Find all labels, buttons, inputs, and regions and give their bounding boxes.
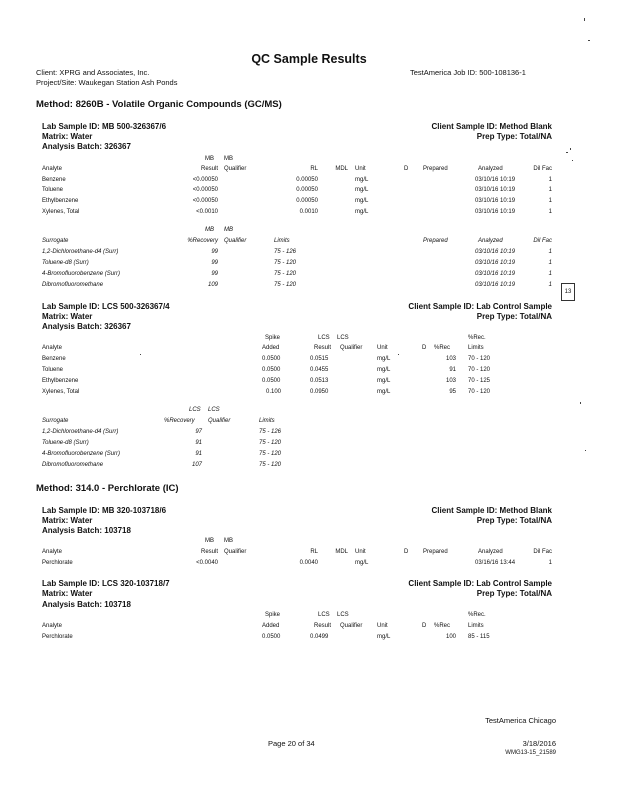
col-mdl: MDL xyxy=(335,166,348,172)
surrogate: Dibromofluoromethane xyxy=(42,282,104,288)
spike-added: 0.100 xyxy=(266,389,282,395)
lcs2-lab-sample-id: Lab Sample ID: LCS 320-103718/7 xyxy=(42,579,170,588)
scan-speck xyxy=(140,354,141,355)
col-analyte: Analyte xyxy=(42,623,63,629)
rec: 91 xyxy=(449,367,456,373)
recovery: 99 xyxy=(211,249,218,255)
recovery: 99 xyxy=(211,271,218,277)
analyte: Ethylbenzene xyxy=(42,198,79,204)
lcs2-analysis-batch: Analysis Batch: 103718 xyxy=(42,600,131,609)
col-prepared: Prepared xyxy=(423,166,448,172)
col-dil-fac: Dil Fac xyxy=(533,549,552,555)
unit: mg/L xyxy=(355,209,369,215)
rl: 0.00050 xyxy=(296,198,318,204)
col-rl: RL xyxy=(310,549,318,555)
col-added: Added xyxy=(262,623,280,629)
analyte: Xylenes, Total xyxy=(42,389,80,395)
analyte: Perchlorate xyxy=(42,634,73,640)
footer-page-number: Page 20 of 34 xyxy=(268,739,315,748)
col-d: D xyxy=(422,623,427,629)
analyte: Toluene xyxy=(42,187,64,193)
col-result: Result xyxy=(314,345,332,351)
analyzed: 03/10/16 10:19 xyxy=(475,249,516,255)
analyte: Toluene xyxy=(42,367,64,373)
col-analyzed: Analyzed xyxy=(478,549,503,555)
analyte: Xylenes, Total xyxy=(42,209,80,215)
col-limits: Limits xyxy=(468,345,484,351)
footer-document-id: WMG13-15_21589 xyxy=(505,750,556,756)
scan-speck xyxy=(572,160,573,161)
page-title: QC Sample Results xyxy=(251,52,367,66)
unit: mg/L xyxy=(355,198,369,204)
mb-matrix: Matrix: Water xyxy=(42,132,93,141)
limits: 75 - 120 xyxy=(274,282,297,288)
unit: mg/L xyxy=(377,356,391,362)
recovery: 109 xyxy=(207,282,218,288)
col-recovery: %Recovery xyxy=(187,238,218,244)
col-result: Result xyxy=(314,623,332,629)
lcs-analysis-batch: Analysis Batch: 326367 xyxy=(42,322,131,331)
mb-client-sample-id: Client Sample ID: Method Blank xyxy=(431,122,552,131)
dil-fac: 1 xyxy=(548,282,552,288)
col-added: Added xyxy=(262,345,280,351)
surrogate: Toluene-d8 (Surr) xyxy=(42,440,89,446)
scan-speck xyxy=(566,152,568,153)
analyzed: 03/16/16 13:44 xyxy=(475,560,516,566)
limits: 70 - 125 xyxy=(468,378,491,384)
limits: 75 - 126 xyxy=(259,429,282,435)
col-prepared: Prepared xyxy=(423,238,448,244)
unit: mg/L xyxy=(377,378,391,384)
dil-fac: 1 xyxy=(548,249,552,255)
method-314-title: Method: 314.0 - Perchlorate (IC) xyxy=(36,483,179,494)
lcs2-prep-type: Prep Type: Total/NA xyxy=(476,589,552,598)
limits: 70 - 120 xyxy=(468,367,491,373)
limits: 75 - 120 xyxy=(259,462,282,468)
surrogate: Dibromofluoromethane xyxy=(42,462,104,468)
scan-speck xyxy=(398,354,399,355)
spike-added: 0.0500 xyxy=(262,367,281,373)
surrogate: 4-Bromofluorobenzene (Surr) xyxy=(42,451,121,457)
recovery: 107 xyxy=(191,462,202,468)
col-limits: Limits xyxy=(259,418,275,424)
rl: 0.00050 xyxy=(296,187,318,193)
result: 0.0513 xyxy=(310,378,329,384)
mb-lab-sample-id: Lab Sample ID: MB 500-326367/6 xyxy=(42,122,167,131)
limits: 75 - 120 xyxy=(274,271,297,277)
lcs-col-rec: %Rec. xyxy=(468,335,486,341)
mb2-col-top-1: MB xyxy=(205,538,214,544)
recovery: 91 xyxy=(195,440,202,446)
mb-col-top-2: MB xyxy=(224,156,233,162)
lcs2-client-sample-id: Client Sample ID: Lab Control Sample xyxy=(408,579,552,588)
mb2-lab-sample-id: Lab Sample ID: MB 320-103718/6 xyxy=(42,506,167,515)
scan-speck xyxy=(584,18,585,21)
mb-sur-col-top-1: MB xyxy=(205,227,214,233)
col-mdl: MDL xyxy=(335,549,348,555)
col-qualifier: Qualifier xyxy=(224,238,247,244)
lcs2-col-rec: %Rec. xyxy=(468,612,486,618)
margin-tab-number: 13 xyxy=(564,289,572,295)
lcs-col-spike: Spike xyxy=(265,335,281,341)
lcs2-matrix: Matrix: Water xyxy=(42,589,93,598)
result: <0.00050 xyxy=(192,177,218,183)
col-surrogate: Surrogate xyxy=(42,418,69,424)
unit: mg/L xyxy=(377,367,391,373)
recovery: 99 xyxy=(211,260,218,266)
lcs-lab-sample-id: Lab Sample ID: LCS 500-326367/4 xyxy=(42,302,170,311)
lcs-sur-col-top-2: LCS xyxy=(208,407,220,413)
analyzed: 03/10/16 10:19 xyxy=(475,282,516,288)
job-id: TestAmerica Job ID: 500-108136-1 xyxy=(410,68,526,77)
lcs2-col-top-1: LCS xyxy=(318,612,330,618)
analyzed: 03/10/16 10:19 xyxy=(475,209,516,215)
unit: mg/L xyxy=(377,389,391,395)
col-prepared: Prepared xyxy=(423,549,448,555)
unit: mg/L xyxy=(355,187,369,193)
col-recovery: %Recovery xyxy=(164,418,195,424)
limits: 75 - 120 xyxy=(259,440,282,446)
scan-speck xyxy=(570,148,571,150)
surrogate: 1,2-Dichloroethane-d4 (Surr) xyxy=(42,249,119,255)
rec: 95 xyxy=(449,389,456,395)
col-analyte: Analyte xyxy=(42,345,63,351)
mb-col-top-1: MB xyxy=(205,156,214,162)
mb2-col-top-2: MB xyxy=(224,538,233,544)
lcs2-col-spike: Spike xyxy=(265,612,281,618)
col-unit: Unit xyxy=(355,166,366,172)
rl: 0.0040 xyxy=(299,560,318,566)
scan-speck xyxy=(580,402,581,404)
footer-lab-name: TestAmerica Chicago xyxy=(485,716,556,725)
mb2-client-sample-id: Client Sample ID: Method Blank xyxy=(431,506,552,515)
col-dil-fac: Dil Fac xyxy=(533,238,552,244)
limits: 70 - 120 xyxy=(468,356,491,362)
col-surrogate: Surrogate xyxy=(42,238,69,244)
limits: 75 - 120 xyxy=(274,260,297,266)
col-qualifier: Qualifier xyxy=(340,345,363,351)
col-analyzed: Analyzed xyxy=(478,166,503,172)
analyte: Ethylbenzene xyxy=(42,378,79,384)
col-qualifier: Qualifier xyxy=(224,549,247,555)
analyzed: 03/10/16 10:19 xyxy=(475,260,516,266)
analyte: Benzene xyxy=(42,177,66,183)
lcs2-col-top-2: LCS xyxy=(337,612,349,618)
analyzed: 03/10/16 10:19 xyxy=(475,187,516,193)
col-result: Result xyxy=(200,549,218,555)
col-analyte: Analyte xyxy=(42,166,63,172)
col-qualifier: Qualifier xyxy=(224,166,247,172)
mb2-prep-type: Prep Type: Total/NA xyxy=(476,516,552,525)
result: <0.0010 xyxy=(196,209,218,215)
analyzed: 03/10/16 10:19 xyxy=(475,198,516,204)
dil-fac: 1 xyxy=(548,560,552,566)
analyzed: 03/10/16 10:19 xyxy=(475,271,516,277)
analyte: Benzene xyxy=(42,356,66,362)
dil-fac: 1 xyxy=(548,260,552,266)
rec: 103 xyxy=(445,378,456,384)
unit: mg/L xyxy=(355,560,369,566)
result: <0.00050 xyxy=(192,187,218,193)
project-site: Project/Site: Waukegan Station Ash Ponds xyxy=(36,78,178,87)
col-qualifier: Qualifier xyxy=(340,623,363,629)
recovery: 97 xyxy=(195,429,202,435)
col-limits: Limits xyxy=(468,623,484,629)
rl: 0.00050 xyxy=(296,177,318,183)
unit: mg/L xyxy=(355,177,369,183)
lcs-client-sample-id: Client Sample ID: Lab Control Sample xyxy=(408,302,552,311)
recovery: 91 xyxy=(195,451,202,457)
lcs-matrix: Matrix: Water xyxy=(42,312,93,321)
lcs-col-top-2: LCS xyxy=(337,335,349,341)
margin-tab-marker xyxy=(561,283,575,301)
dil-fac: 1 xyxy=(548,209,552,215)
col-d: D xyxy=(404,166,409,172)
limits: 75 - 120 xyxy=(259,451,282,457)
analyzed: 03/10/16 10:19 xyxy=(475,177,516,183)
surrogate: 1,2-Dichloroethane-d4 (Surr) xyxy=(42,429,119,435)
spike-added: 0.0500 xyxy=(262,356,281,362)
dil-fac: 1 xyxy=(548,187,552,193)
col-analyzed: Analyzed xyxy=(478,238,503,244)
lcs-prep-type: Prep Type: Total/NA xyxy=(476,312,552,321)
result: <0.00050 xyxy=(192,198,218,204)
col-rec: %Rec xyxy=(434,345,451,351)
dil-fac: 1 xyxy=(548,198,552,204)
lcs-col-top-1: LCS xyxy=(318,335,330,341)
scan-speck xyxy=(585,450,586,451)
col-unit: Unit xyxy=(377,623,388,629)
result: 0.0455 xyxy=(310,367,329,373)
col-limits: Limits xyxy=(274,238,290,244)
col-dil-fac: Dil Fac xyxy=(533,166,552,172)
result: 0.0950 xyxy=(310,389,329,395)
surrogate: 4-Bromofluorobenzene (Surr) xyxy=(42,271,121,277)
method-8260b-title: Method: 8260B - Volatile Organic Compounds (GC/MS) xyxy=(36,99,282,110)
col-qualifier: Qualifier xyxy=(208,418,231,424)
col-d: D xyxy=(422,345,427,351)
dil-fac: 1 xyxy=(548,177,552,183)
footer-date: 3/18/2016 xyxy=(522,739,556,748)
col-result: Result xyxy=(200,166,218,172)
mb-prep-type: Prep Type: Total/NA xyxy=(476,132,552,141)
scan-speck xyxy=(588,40,590,41)
client-name: Client: XPRG and Associates, Inc. xyxy=(36,68,150,77)
lcs-sur-col-top-1: LCS xyxy=(189,407,201,413)
spike-added: 0.0500 xyxy=(262,634,281,640)
rl: 0.0010 xyxy=(299,209,318,215)
result: <0.0040 xyxy=(196,560,218,566)
col-unit: Unit xyxy=(377,345,388,351)
result: 0.0515 xyxy=(310,356,329,362)
mb2-analysis-batch: Analysis Batch: 103718 xyxy=(42,526,131,535)
limits: 85 - 115 xyxy=(468,634,490,640)
col-unit: Unit xyxy=(355,549,366,555)
col-rl: RL xyxy=(310,166,318,172)
limits: 70 - 120 xyxy=(468,389,491,395)
mb2-matrix: Matrix: Water xyxy=(42,516,93,525)
spike-added: 0.0500 xyxy=(262,378,281,384)
result: 0.0499 xyxy=(310,634,329,640)
limits: 75 - 126 xyxy=(274,249,297,255)
mb-sur-col-top-2: MB xyxy=(224,227,233,233)
rec: 100 xyxy=(445,634,456,640)
dil-fac: 1 xyxy=(548,271,552,277)
col-d: D xyxy=(404,549,409,555)
unit: mg/L xyxy=(377,634,391,640)
col-rec: %Rec xyxy=(434,623,451,629)
col-analyte: Analyte xyxy=(42,549,63,555)
surrogate: Toluene-d8 (Surr) xyxy=(42,260,89,266)
analyte: Perchlorate xyxy=(42,560,73,566)
rec: 103 xyxy=(445,356,456,362)
mb-analysis-batch: Analysis Batch: 326367 xyxy=(42,142,131,151)
